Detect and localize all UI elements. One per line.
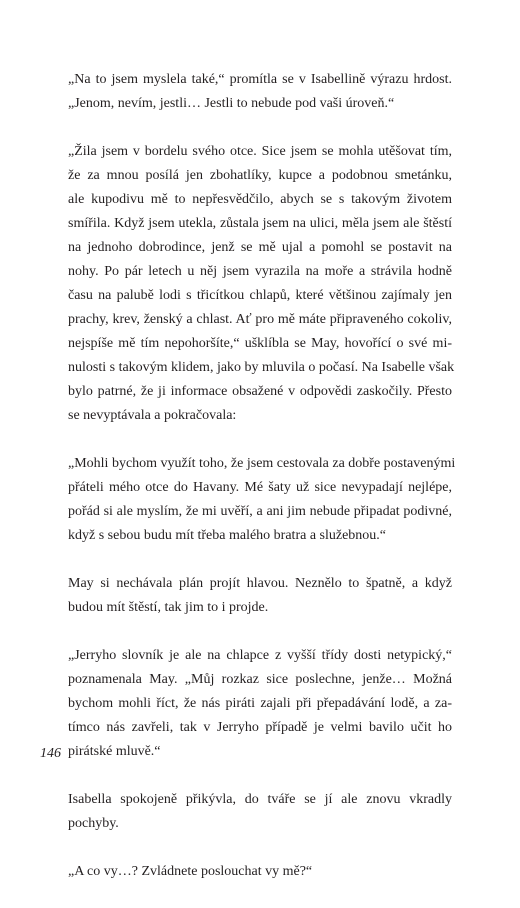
text-line: prachy, krev, ženský a chlast. Ať pro mě máte připraveného cokoliv, (68, 312, 452, 327)
paragraph (68, 452, 456, 548)
text-line: smířila. Když jsem utekla, zůstala jsem na ulici, měla jsem ale štěstí (68, 216, 452, 231)
text-line: pochyby. (68, 816, 119, 831)
text-line: Isabella spokojeně přikývla, do tváře se jí ale znovu vkradly (68, 792, 452, 807)
text-line: že za mnou posílá jen zbohatlíky, kupce a podobnou smetánku, (68, 168, 452, 183)
text-line: budou mít štěstí, tak jim to i projde. (68, 600, 269, 615)
page-number: 146 (40, 746, 61, 761)
text-line: přáteli mého otce do Havany. Mé šaty už sice nevypadají nejlépe, (68, 480, 452, 495)
text-line: když s sebou budu mít třeba malého bratra a služebnou.“ (68, 528, 387, 543)
text-line: na jednoho dobrodince, jenž se mě ujal a pomohl se postavit na (68, 240, 452, 255)
text-line: „Jenom, nevím, jestli… Jestli to nebude pod vaši úroveň.“ (68, 96, 395, 111)
text-line: nulosti s takovým klidem, jako by mluvila o počasí. Na Isabelle však (68, 360, 455, 375)
text-line: pořád si ale myslím, že mi uvěří, a ani jim nebude připadat podivné, (68, 504, 452, 519)
paragraph (68, 860, 452, 884)
paragraph (68, 68, 452, 116)
text-line: „A co vy…? Zvládnete poslouchat vy mě?“ (68, 864, 313, 879)
text-line: „Mohli bychom využít toho, že jsem cestovala za dobře postavenými (68, 456, 456, 471)
text-line: času na palubě lodi s třicítkou chlapů, které většinou zajímaly jen (68, 288, 452, 303)
paragraph (68, 788, 452, 836)
text-line: pirátské mluvě.“ (68, 744, 161, 759)
text-line: May si nechávala plán projít hlavou. Neznělo to špatně, a když (68, 576, 452, 591)
text-line: bychom mohli říct, že nás piráti zajali při přepadávání lodě, a za- (68, 696, 452, 711)
text-line: se nevyptávala a pokračovala: (68, 408, 237, 423)
text-line: ale kupodivu mě to nepřesvědčilo, abych se s takovým životem (68, 192, 452, 207)
text-line: „Žila jsem v bordelu svého otce. Sice jsem se mohla utěšovat tím, (68, 144, 452, 159)
paragraph (68, 572, 452, 620)
paragraph (68, 644, 452, 764)
text-line: nejspíše mě tím nepohoršíte,“ ušklíbla se May, hovořící o své mi- (68, 336, 452, 351)
text-line: bylo patrné, že ji informace obsažené v odpovědi zaskočily. Přesto (68, 384, 452, 399)
body-text (68, 68, 456, 908)
text-line: nohy. Po pár letech u něj jsem vyrazila na moře a strávila hodně (68, 264, 452, 279)
text-line: „Jerryho slovník je ale na chlapce z vyšší třídy dosti netypický,“ (68, 648, 452, 663)
text-line: tímco nás zavřeli, tak v Jerryho případě je velmi bavilo učit ho (68, 720, 452, 735)
text-line: „Na to jsem myslela také,“ promítla se v Isabellině výrazu hrdost. (68, 72, 452, 87)
paragraph (68, 140, 455, 428)
text-line: poznamenala May. „Můj rozkaz sice poslechne, jenže… Možná (68, 672, 452, 687)
